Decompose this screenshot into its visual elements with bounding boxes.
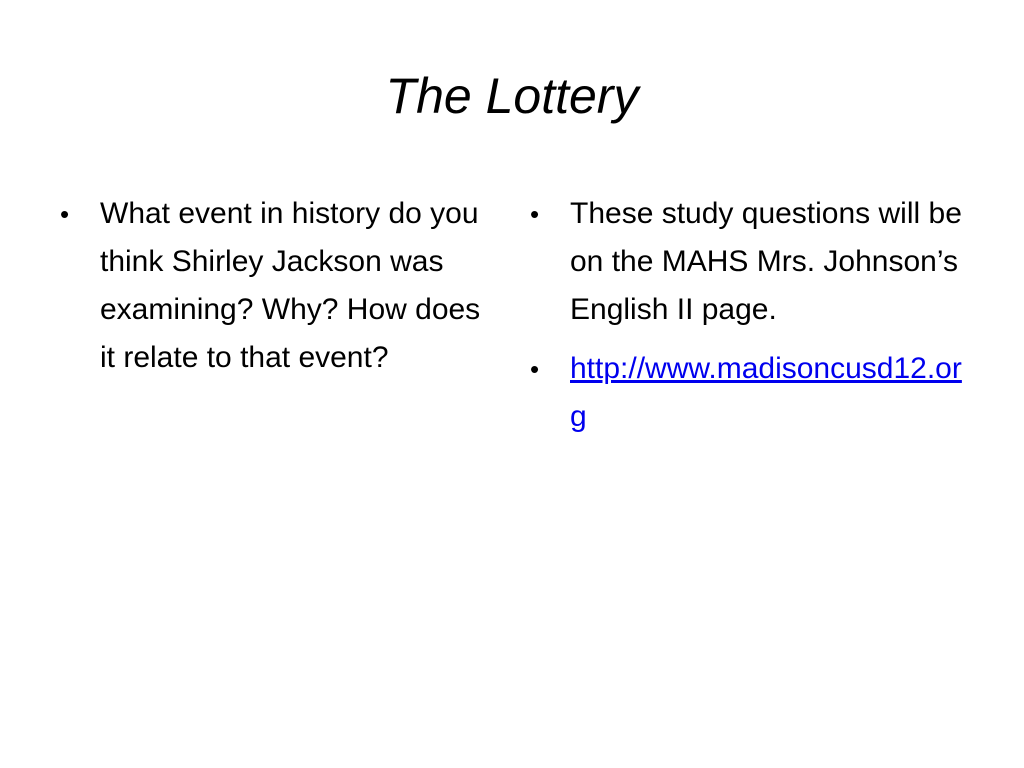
bullet-dot: • [60, 199, 70, 229]
bullet-item [530, 190, 970, 334]
right-column-bullets [530, 190, 970, 452]
bullet-dot: • [530, 354, 540, 384]
bullet-text: These study questions will be on the MAHS Mrs. Johnson’s English II page. [570, 197, 962, 326]
bullet-dot: • [530, 199, 540, 229]
school-website-link[interactable]: http://www.madisoncusd12.org [570, 352, 962, 433]
bullet-text: What event in history do you think Shirley Jackson was examining? Why? How does it relate to that event? [100, 197, 481, 374]
bullet-item [530, 345, 970, 441]
bullet-item [60, 190, 500, 382]
slide-title: The Lottery [385, 68, 639, 124]
left-column-bullets [60, 190, 500, 393]
